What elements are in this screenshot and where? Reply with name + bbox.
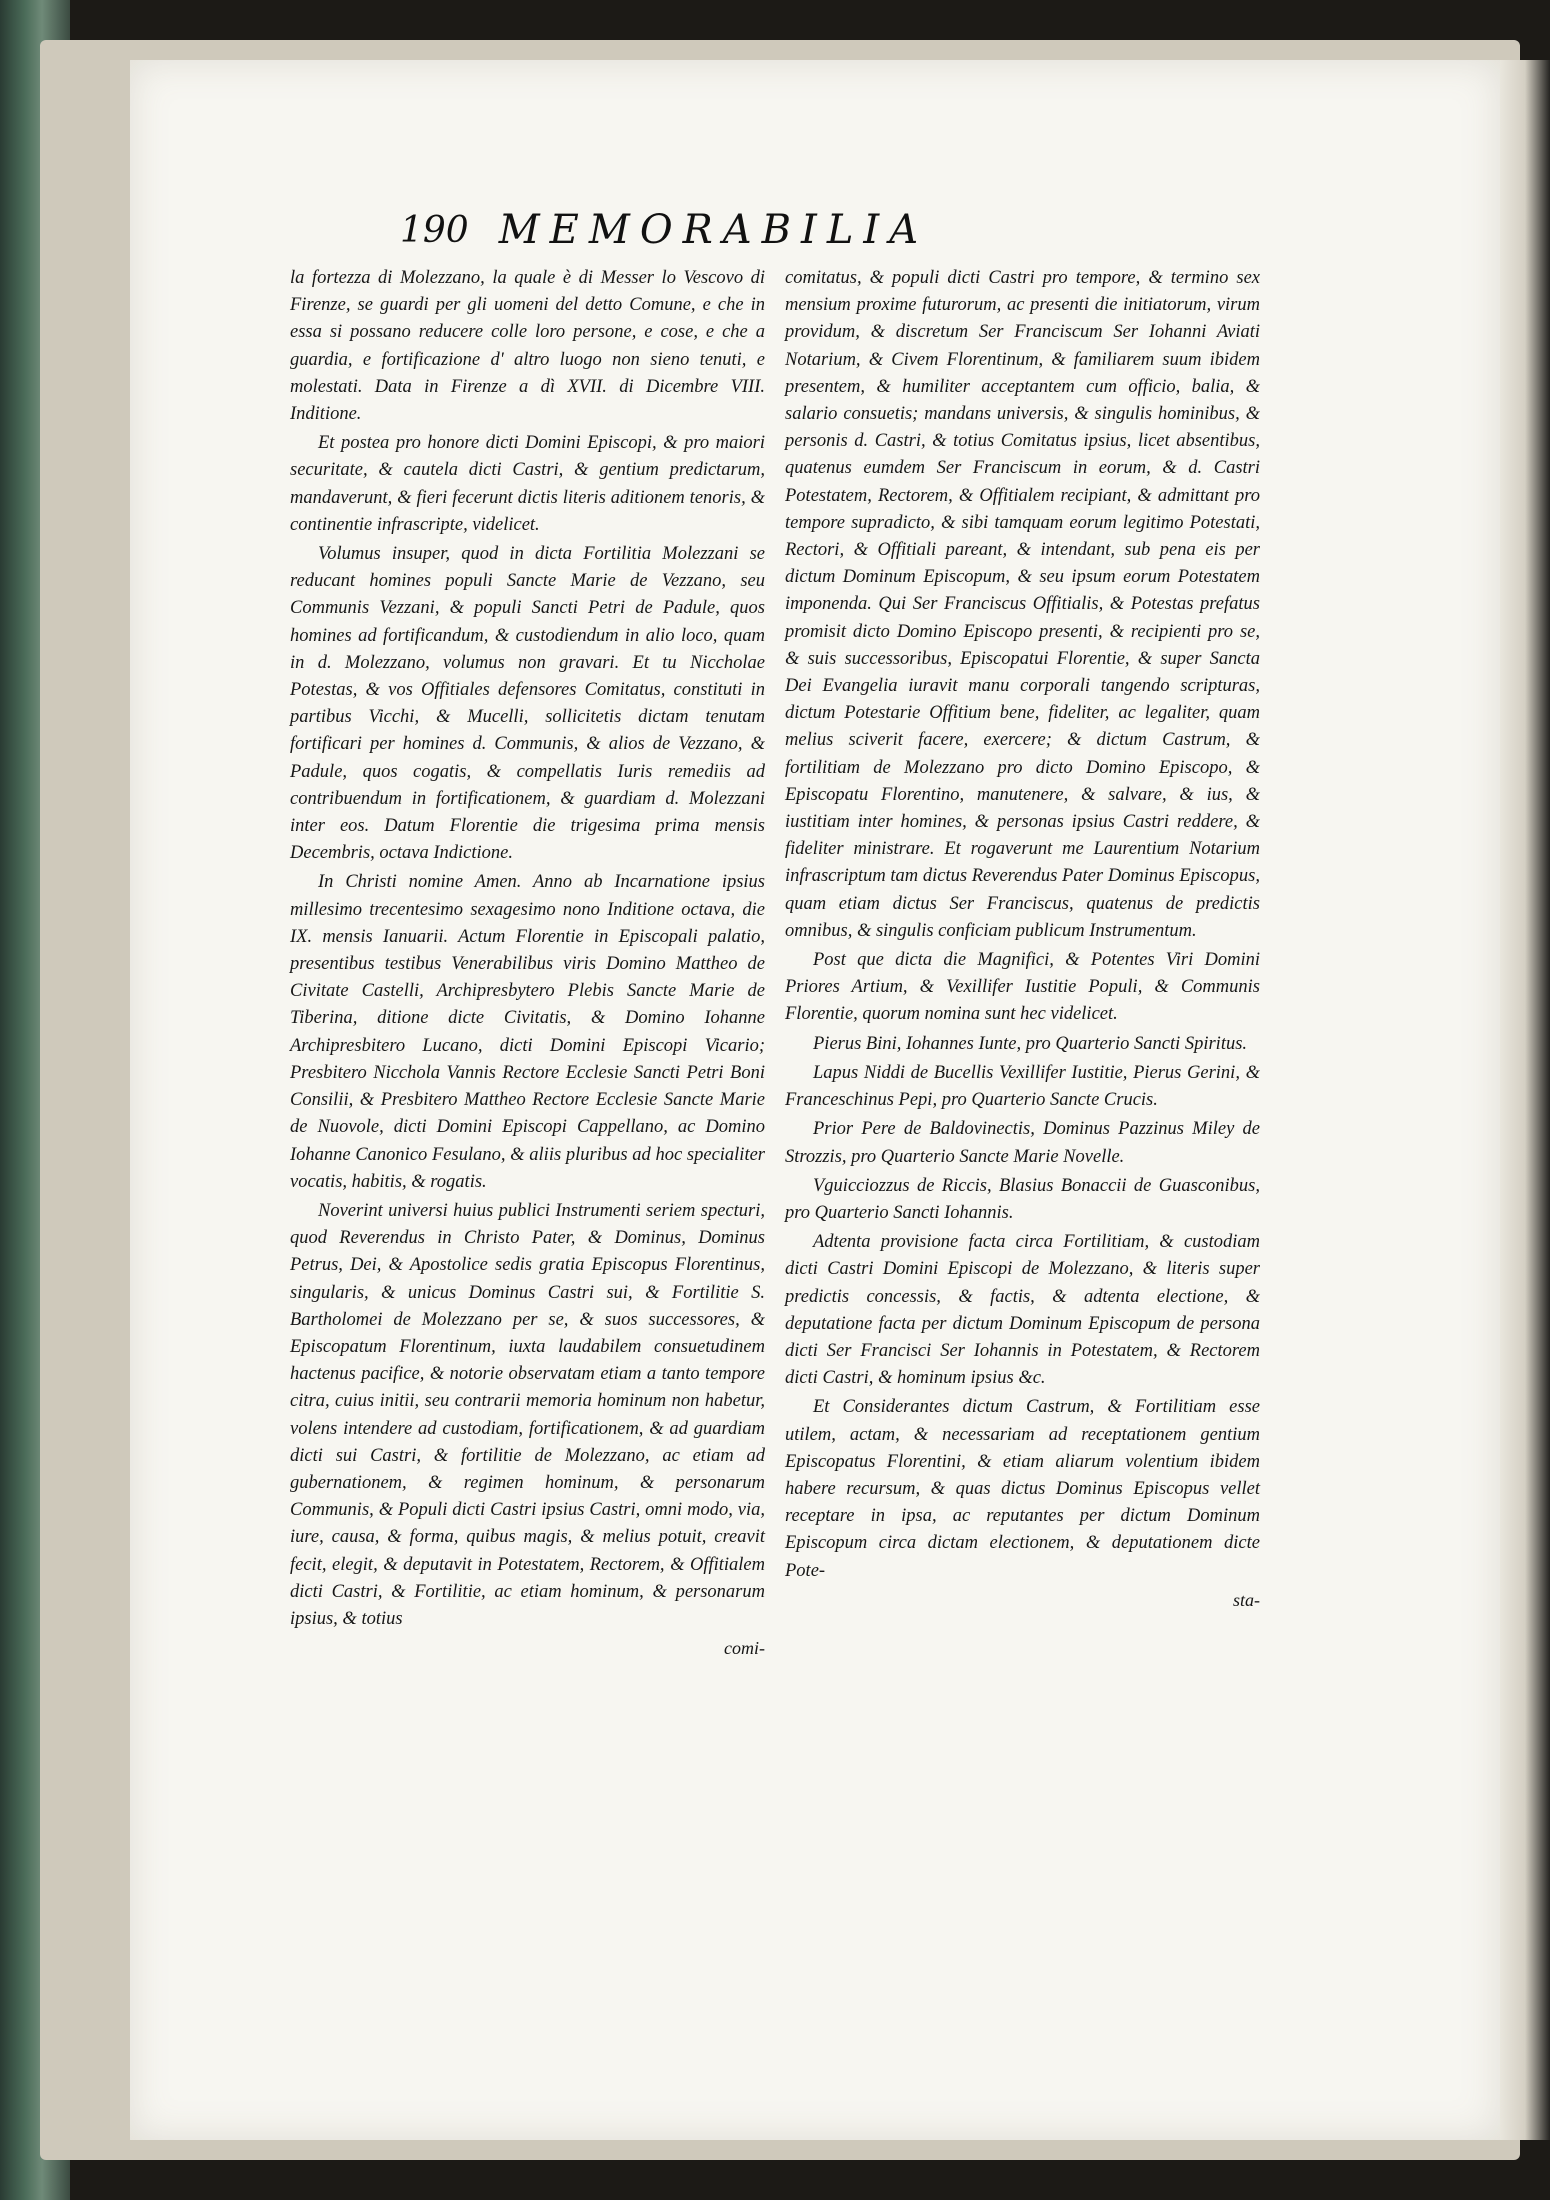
paragraph: Et postea pro honore dicti Domini Episcopi, & pro maiori securitate, & cautela dicti Castri, & gentium predictarum, mandaverunt, & fieri fecerunt dictis literis aditionem tenoris, & continentie infrascripte, videlicet. — [290, 433, 765, 535]
catchword: sta- — [1233, 1589, 1260, 1610]
paragraph: Volumus insuper, quod in dicta Fortilitia Molezzani se reducant homines populi Sancte Marie de Vezzano, seu Communis Vezzani, & populi Sancti Petri de Padule, quos homines ad fortificandum, & custodiendum in alio loco, quam in d. Molezzano, volumus non gravari. Et tu Niccholae Potestas, & vos Offitiales defensores Comitatus, constituti in partibus Vicchi, & Mucelli, sollicitetis dictam tenutam fortificari per homines d. Communis, & alios de Vezzano, & Padule, quos cogatis, & compellatis Iuris remediis ad contribuendum in fortificationem, & guardiam d. Molezzani inter eos. Datum Florentie die trigesima prima mensis Decembris, octava Indictione. — [290, 544, 765, 864]
catchword: comi- — [724, 1638, 765, 1659]
paragraph: Vguicciozzus de Riccis, Blasius Bonaccii de Guasconibus, pro Quarterio Sancti Iohannis. — [785, 1175, 1260, 1223]
paragraph: Pierus Bini, Iohannes Iunte, pro Quarterio Sancti Spiritus. — [813, 1033, 1248, 1054]
paragraph: Post que dicta die Magnifici, & Potentes Viri Domini Priores Artium, & Vexillifer Iustitie Populi, & Communis Florentie, quorum nomina sunt hec videlicet. — [785, 950, 1260, 1025]
paragraph: Adtenta provisione facta circa Fortilitiam, & custodiam dicti Castri Domini Episcopi de Molezzano, & literis super predictis concessis, & factis, & adtenta electione, & deputatione facta per dictum Dominum Episcopum de persona dicti Ser Francisci Ser Iohannis in Potestatem, & Rectorem dicti Castri, & hominum ipsius &c. — [785, 1232, 1260, 1389]
paragraph: Lapus Niddi de Bucellis Vexillifer Iustitie, Pierus Gerini, & Franceschinus Pepi, pro Quarterio Sancte Crucis. — [785, 1062, 1260, 1111]
right-page-edge — [1500, 60, 1550, 2140]
paragraph: comitatus, & populi dicti Castri pro tempore, & termino sex mensium proxime futurorum, ac presenti die initiatorum, virum providum, & discretum Ser Franciscum Ser Iohanni Aviati Notarium, & Civem Florentinum, & familiarem suum ibidem presentem, & humiliter acceptantem cum officio, balia, & salario consuetis; mandans universis, & singulis hominibus, & personis d. Castri, & totius Comitatus ipsius, licet absentibus, quatenus eumdem Ser Franciscum in eorum, & d. Castri Potestatem, Rectorem, & Offitialem recipiant, & admittant pro tempore supradicto, & sibi tamquam eorum legitimo Potestati, Rectori, & Offitiali pareant, & intendant, sub pena eis per dictum Dominum Episcopum, & seu ipsum eorum Potestatem imponenda. Qui Ser Franciscus Offitialis, & Potestas prefatus promisit dicto Domino Episcopo presenti, & recipienti pro se, & suis successoribus, Episcopatui Florentie, & super Sancta Dei Evangelia iuravit manu corporali tangendo scripturas, dictum Potestarie Offitium bene, fideliter, ac legaliter, quam melius sciverit facere, exercere; & dictum Castrum, & fortilitiam de Molezzano pro dicto Domino Episcopo, & Episcopatu Florentino, manutenere, & salvare, & ius, & iustitiam inter homines, & personas ipsius Castri reddere, & fideliter ministrare. Et rogaverunt me Laurentium Notarium infrascriptum tam dictus Reverendus Pater Dominus Episcopus, quam etiam dictus Ser Franciscus, quatenus de predictis omnibus, & singulis conficiam publicum Instrumentum. — [785, 268, 1260, 941]
paragraph: la fortezza di Molezzano, la quale è di Messer lo Vescovo di Firenze, se guardi per gli uomeni del detto Comune, e che in essa si possano reducere colle loro persone, e cose, e che a guardia, e fortificazione d' altro luogo non sieno tenuti, e molestati. Data in Firenze a dì XVII. di Dicembre VIII. Inditione. — [290, 268, 765, 425]
paragraph: Prior Pere de Baldovinectis, Dominus Pazzinus Miley de Strozzis, pro Quarterio Sancte Marie Novelle. — [785, 1119, 1260, 1167]
left-column — [290, 265, 765, 1662]
paragraph: In Christi nomine Amen. Anno ab Incarnatione ipsius millesimo trecentesimo sexagesimo nono Inditione octava, die IX. mensis Ianuarii. Actum Florentie in Episcopali palatio, presentibus testibus Venerabilibus viris Domino Mattheo de Civitate Castelli, Archipresbytero Plebis Sancte Marie de Tiberina, ditione dicte Civitatis, & Domino Iohanne Archipresbitero Lucano, dicti Domini Episcopi Vicario; Presbitero Nicchola Vannis Rectore Ecclesie Sancti Petri Boni Consilii, & Presbitero Mattheo Rectore Ecclesie Sancte Marie de Nuovole, dicti Domini Episcopi Cappellano, ac Domino Iohanne Canonico Fesulano, & aliis pluribus ad hoc specialiter vocatis, habitis, & rogatis. — [290, 872, 765, 1192]
page-number: 190 — [400, 209, 469, 251]
right-column — [785, 265, 1260, 1614]
paragraph: Noverint universi huius publici Instrumenti seriem specturi, quod Reverendus in Christo Pater, & Dominus, Dominus Petrus, Dei, & Apostolice sedis gratia Episcopus Florentinus, singularis, & unicus Dominus Castri sui, & Fortilitie S. Bartholomei de Molezzano per se, & suos successores, & Episcopatum Florentinum, iuxta laudabilem consuetudinem hactenus pacifice, & notorie observatam etiam a tanto tempore citra, cuius initii, seu contrarii memoria hominum non habetur, volens intendere ad custodiam, fortificationem, & ad guardiam dicti sui Castri, & fortilitie de Molezzano, ac etiam ad gubernationem, & regimen hominum, & personarum Communis, & Populi dicti Castri ipsius Castri, omni modo, via, iure, causa, & forma, quibus magis, & melius potuit, creavit fecit, elegit, & deputavit in Potestatem, Rectorem, & Offitialem dicti Castri, & Fortilitie, ac etiam hominum, & personarum ipsius, & totius — [290, 1200, 765, 1629]
paragraph: Et Considerantes dictum Castrum, & Fortilitiam esse utilem, actam, & necessariam ad receptationem gentium Episcopatus Florentini, & etiam aliarum volentium ibidem habere recursum, & quas dictus Dominus Episcopus vellet receptare in ipsa, ac reputantes per dictum Dominum Episcopum circa dictam electionem, & deputationem dicte Pote- — [785, 1397, 1260, 1581]
running-head: MEMORABILIA — [498, 207, 929, 253]
page-header — [400, 200, 1200, 260]
